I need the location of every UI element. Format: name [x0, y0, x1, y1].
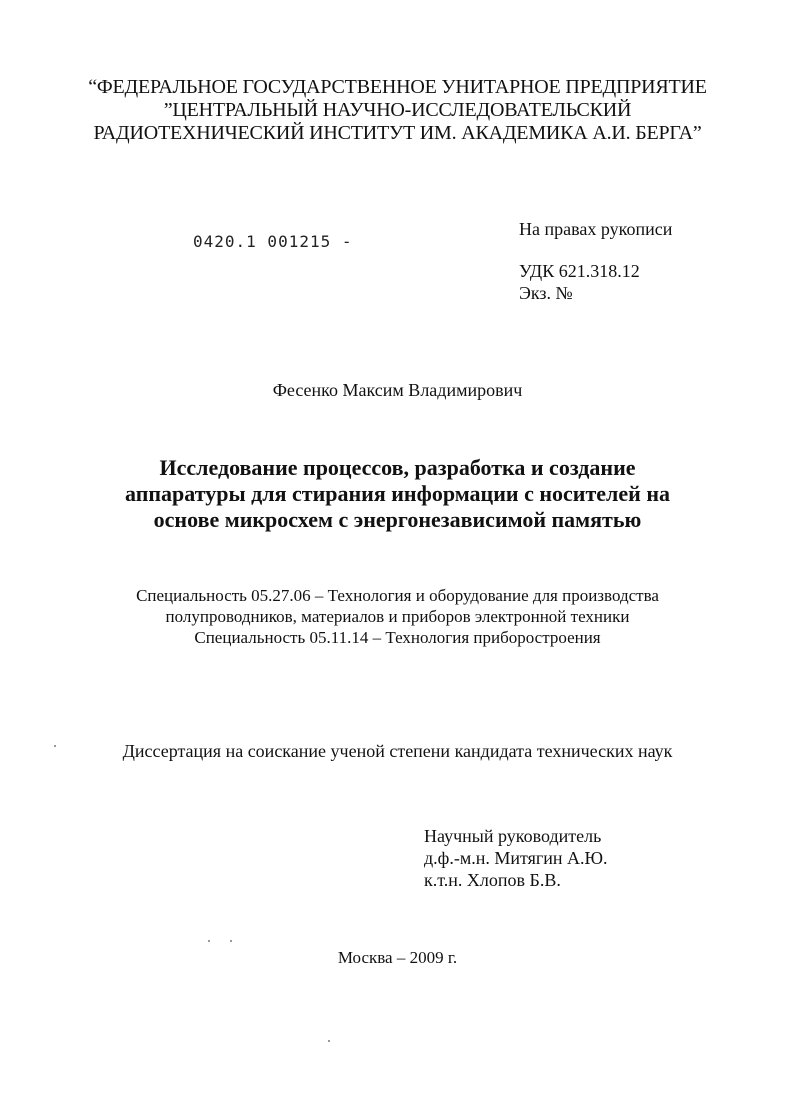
- registration-stamp: 0420.1 001215 -: [193, 232, 353, 251]
- organization-line-3: РАДИОТЕХНИЧЕСКИЙ ИНСТИТУТ ИМ. АКАДЕМИКА А.И. БЕРГА”: [93, 122, 702, 144]
- manuscript-rights: На правах рукописи: [519, 219, 673, 239]
- copy-number: Экз. №: [519, 283, 573, 303]
- title-line-1: Исследование процессов, разработка и создание: [159, 455, 636, 480]
- specialty-line-3: Специальность 05.11.14 – Технология приборостроения: [194, 628, 601, 647]
- scan-speck: [230, 940, 232, 942]
- supervisor-2: к.т.н. Хлопов Б.В.: [424, 870, 561, 890]
- classification-block: [519, 260, 640, 304]
- specialty-line-2: полупроводников, материалов и приборов электронной техники: [165, 607, 630, 626]
- scan-speck: [208, 940, 210, 942]
- title-line-3: основе микросхем с энергонезависимой памятью: [153, 507, 642, 532]
- specialty-line-1: Специальность 05.27.06 – Технология и оборудование для производства: [136, 586, 659, 605]
- udk-code: УДК 621.318.12: [519, 261, 640, 281]
- dissertation-title: [0, 455, 795, 533]
- supervisor-heading: Научный руководитель: [424, 826, 602, 846]
- organization-line-1: “ФЕДЕРАЛЬНОЕ ГОСУДАРСТВЕННОЕ УНИТАРНОЕ ПРЕДПРИЯТИЕ: [88, 76, 707, 98]
- author-name: Фесенко Максим Владимирович: [272, 380, 523, 400]
- organization-line-2: ”ЦЕНТРАЛЬНЫЙ НАУЧНО-ИССЛЕДОВАТЕЛЬСКИЙ: [163, 99, 632, 121]
- supervisor-1: д.ф.-м.н. Митягин А.Ю.: [424, 848, 608, 868]
- organization-header: [0, 76, 795, 145]
- scan-speck: [328, 1040, 330, 1042]
- degree-statement: Диссертация на соискание ученой степени кандидата технических наук: [122, 741, 673, 761]
- specialty-block: [0, 585, 795, 648]
- supervisor-block: [424, 825, 608, 891]
- city-year: Москва – 2009 г.: [337, 948, 458, 967]
- scan-speck: [54, 745, 56, 747]
- title-line-2: аппаратуры для стирания информации с носителей на: [124, 481, 670, 506]
